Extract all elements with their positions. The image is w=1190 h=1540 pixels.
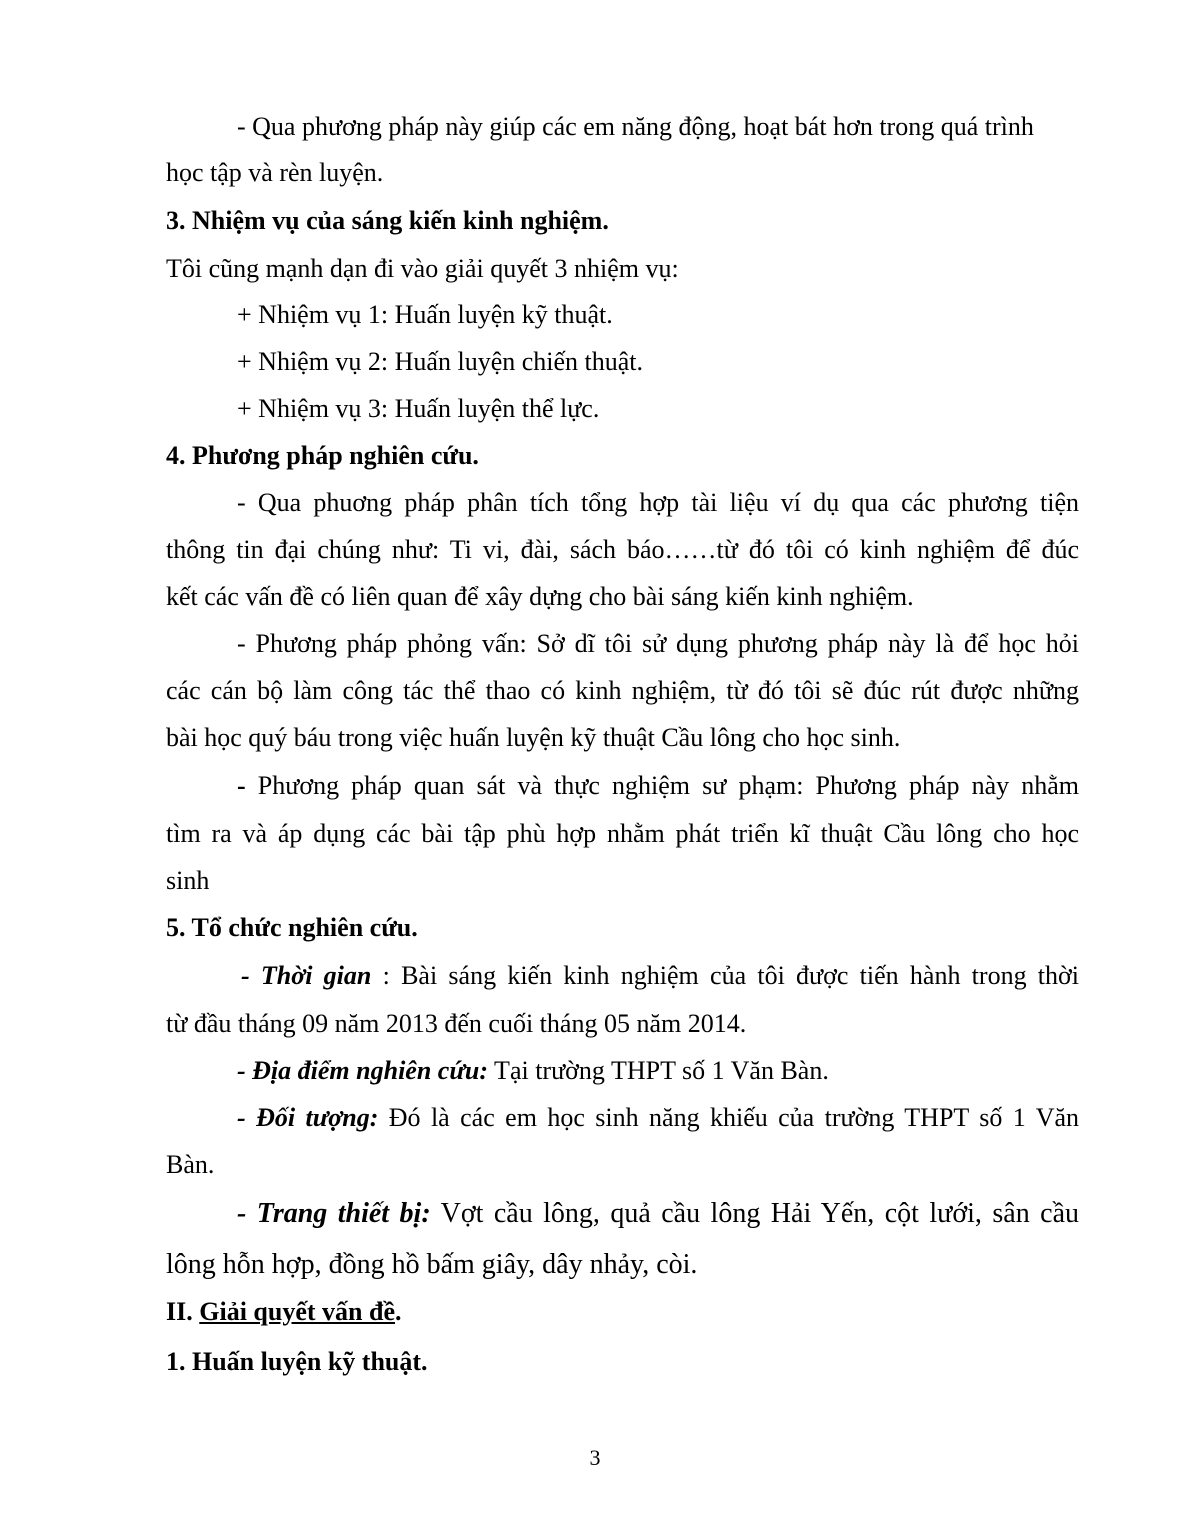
paragraph-line: lông hỗn hợp, đồng hồ bấm giây, dây nhảy, còi.	[166, 1249, 698, 1280]
paragraph-line: sinh	[166, 866, 210, 895]
part-heading-ii	[166, 1296, 402, 1328]
paragraph-line: - Phương pháp phỏng vấn: Sở dĩ tôi sử dụng phương pháp này là để học hỏi	[237, 629, 1079, 658]
paragraph-line: các cán bộ làm công tác thể thao có kinh nghiệm, từ đó tôi sẽ đúc rút được những	[166, 676, 1079, 705]
text-run: Vợt cầu lông, quả cầu lông Hải Yến, cột lưới, sân cầu	[430, 1198, 1079, 1229]
text-run: : Bài sáng kiến kinh nghiệm của tôi được tiến hành trong thời	[371, 961, 1080, 990]
paragraph-line	[237, 1198, 1079, 1230]
text-run: Phương pháp quan sát và thực nghiệm sư phạm: Phương pháp này nhằm	[245, 771, 1079, 800]
part-suffix: .	[395, 1297, 402, 1326]
label-equipment: - Trang thiết bị:	[237, 1198, 431, 1229]
section-heading-3: 3. Nhiệm vụ của sáng kiến kinh nghiệm.	[166, 206, 609, 235]
paragraph-line: học tập và rèn luyện.	[166, 158, 384, 187]
task-item: + Nhiệm vụ 3: Huấn luyện thể lực.	[237, 394, 600, 423]
paragraph-line: thông tin đại chúng như: Ti vi, đài, sách báo……từ đó tôi có kinh nghiệm để đúc	[166, 535, 1079, 564]
paragraph-line: từ đầu tháng 09 năm 2013 đến cuối tháng 05 năm 2014.	[166, 1009, 747, 1038]
paragraph-line: kết các vấn đề có liên quan để xây dựng cho bài sáng kiến kinh nghiệm.	[166, 582, 914, 611]
paragraph-line: - Qua phuơng pháp phân tích tổng hợp tài liệu ví dụ qua các phương tiện	[237, 488, 1079, 517]
paragraph-line: tìm ra và áp dụng các bài tập phù hợp nhằm phát triển kĩ thuật Cầu lông cho học	[166, 819, 1079, 848]
task-item: + Nhiệm vụ 1: Huấn luyện kỹ thuật.	[237, 300, 613, 329]
paragraph-line	[237, 1102, 1079, 1134]
part-prefix: II.	[166, 1297, 200, 1326]
text-run: Tại trường THPT số 1 Văn Bàn.	[488, 1056, 829, 1085]
page-number: 3	[589, 1445, 601, 1470]
part-title: Giải quyết vấn đề	[199, 1297, 395, 1326]
paragraph-line: Bàn.	[166, 1150, 215, 1179]
section-heading-5: 5. Tổ chức nghiên cứu.	[166, 913, 418, 942]
text-run: Đó là các em học sinh năng khiếu của trường THPT số 1 Văn	[378, 1103, 1080, 1132]
paragraph-line	[237, 1055, 829, 1087]
paragraph-line: Tôi cũng mạnh dạn đi vào giải quyết 3 nhiệm vụ:	[166, 254, 679, 283]
paragraph-line: bài học quý báu trong việc huấn luyện kỹ thuật Cầu lông cho học sinh.	[166, 723, 901, 752]
label-subject: - Đối tượng:	[237, 1103, 379, 1132]
label-time: - Thời gian	[241, 961, 372, 990]
subsection-heading-1: 1. Huấn luyện kỹ thuật.	[166, 1347, 428, 1376]
dash-marker: -	[237, 771, 246, 800]
paragraph-line	[241, 960, 1079, 992]
section-heading-4: 4. Phương pháp nghiên cứu.	[166, 441, 479, 470]
task-item: + Nhiệm vụ 2: Huấn luyện chiến thuật.	[237, 347, 644, 376]
paragraph-line: - Qua phương pháp này giúp các em năng động, hoạt bát hơn trong quá trình	[237, 112, 1034, 141]
label-place: - Địa điểm nghiên cứu:	[237, 1056, 489, 1085]
paragraph-line	[237, 770, 1079, 802]
